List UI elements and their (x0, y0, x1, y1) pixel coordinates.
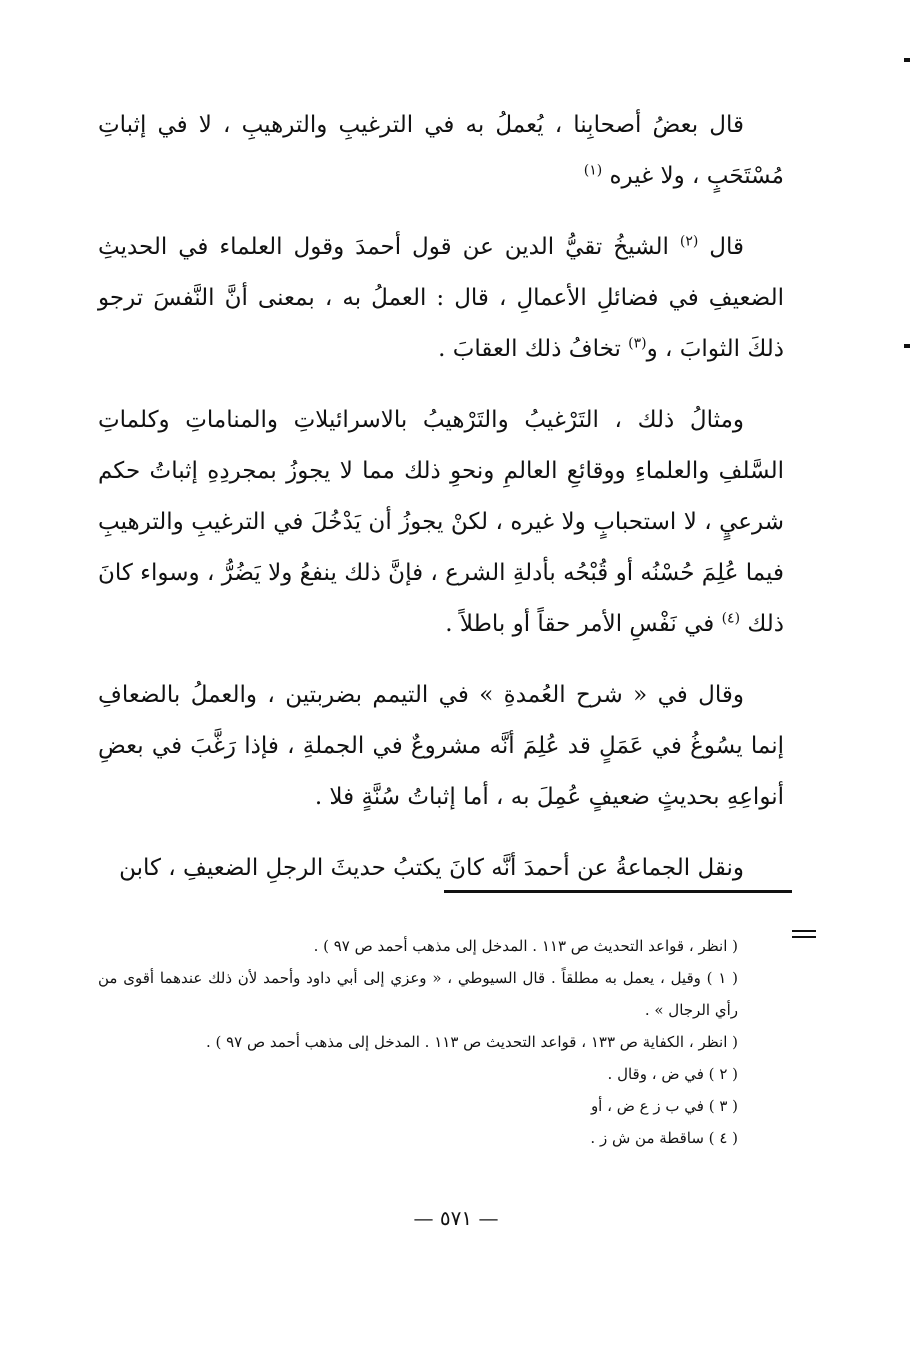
page-edge-mark (904, 344, 910, 348)
footnote: ( ٢ ) في ض ، وقال . (607, 1065, 738, 1083)
paragraph: وقال في « شرح العُمدةِ » في التيمم بضربتين ، والعملُ بالضعافِ إنما يسُوغُ في عَمَلٍ قد عُلِمَ أنَّه مشروعٌ في الجملةِ ، فإذا رَغَّبَ في بعضِ أنواعِهِ بحديثٍ ضعيفٍ عُمِلَ به ، أما إثباتُ سُنَّةٍ فلا . (98, 682, 784, 810)
main-text (98, 100, 784, 914)
paragraph: قال بعضُ أصحابِنا ، يُعملُ به في الترغيبِ والترهيبِ ، لا في إثباتِ مُسْتَحَبٍ ، ولا غيره $^{(١)}$ (98, 112, 784, 189)
footnote: ( ١ ) وقيل ، يعمل به مطلقاً . قال السيوطي ، « وعزي إلى أبي داود وأحمد لأن ذلك عندهما أقوى من رأي الرجال » . (98, 969, 738, 1019)
footnote: ( ٤ ) ساقطة من ش ز . (590, 1129, 738, 1147)
footnote-separator (444, 890, 792, 893)
page-number: — ٥٧١ — (413, 1206, 499, 1230)
paragraph: ومثالُ ذلك ، التَرْغيبُ والتَرْهيبُ بالاسرائيلاتِ والمناماتِ وكلماتِ السَّلفِ والعلماءِ ووقائعِ العالمِ ونحوِ ذلك مما لا يجوزُ بمجردِهِ إثباتُ حكم شرعيٍ ، لا استحبابٍ ولا غيره ، لكنْ يجوزُ أن يَدْخُلَ في الترغيبِ والترهيبِ فيما عُلِمَ حُسْنُه أو قُبْحُه بأدلةِ الشرع ، فإنَّ ذلك ينفعُ ولا يَضُرُّ ، وسواء كانَ ذلك $^{(٤)}$ في نَفْسِ الأمر حقاً أو باطلاً . (98, 407, 784, 637)
footnote: ( ٣ ) في ب ز ع ض ، أو (590, 1097, 738, 1115)
footnote-reference: (٤) (721, 610, 741, 627)
page-edge-mark (904, 58, 910, 62)
footnote-marker (792, 936, 816, 938)
footnote: ( انظر ، قواعد التحديث ص ١١٣ . المدخل إلى مذهب أحمد ص ٩٧ ) . (313, 937, 738, 955)
footnote-reference: (١) (583, 162, 603, 179)
paragraph: قال $^{(٢)}$ الشيخُ تقيُّ الدين عن قول أحمدَ وقول العلماء في الحديثِ الضعيفِ في فضائلِ الأعمالِ ، قال : العملُ به ، بمعنى أنَّ النَّفسَ ترجو ذلكَ الثوابَ ، و$^{(٣)}$ تخافُ ذلك العقابَ . (98, 233, 784, 362)
footnote-reference: (٣) (628, 335, 647, 352)
footnotes (98, 930, 784, 1154)
paragraph: ونقل الجماعةُ عن أحمدَ أنَّه كانَ يكتبُ حديثَ الرجلِ الضعيفِ ، كابن (119, 855, 744, 881)
footnote-reference: (٢) (679, 233, 699, 250)
footnote-marker (792, 930, 816, 932)
footnote: ( انظر ، الكفاية ص ١٣٣ ، قواعد التحديث ص ١١٣ . المدخل إلى مذهب أحمد ص ٩٧ ) . (205, 1033, 738, 1051)
